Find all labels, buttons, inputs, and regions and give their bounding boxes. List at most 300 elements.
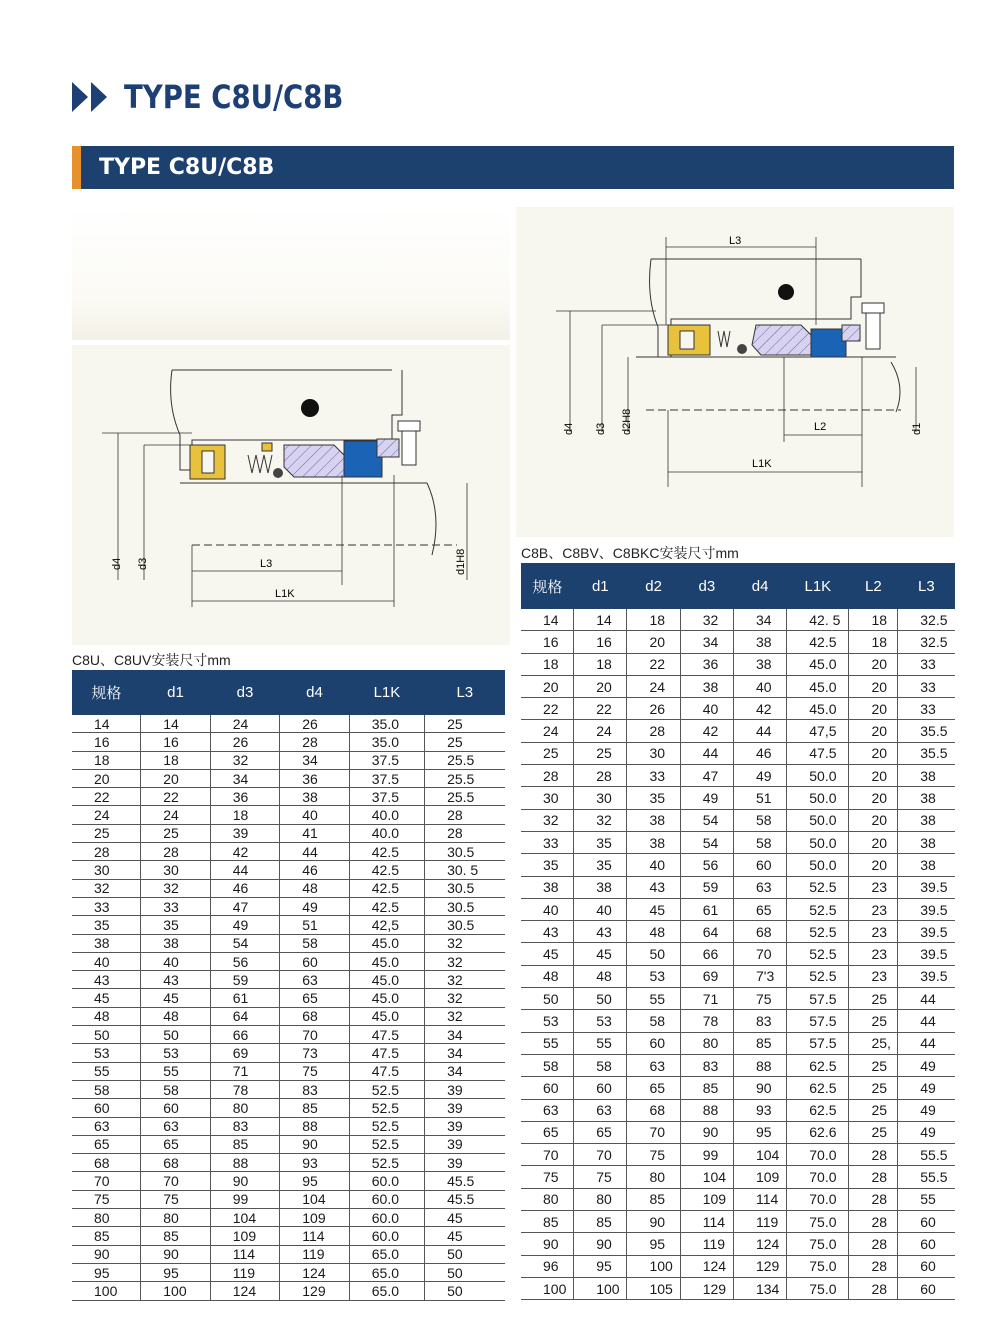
table-cell: 26 [280,715,350,733]
table-cell: 30.5 [425,916,505,934]
table-cell: 49 [898,1121,955,1143]
table-cell: 14 [574,609,627,631]
table-cell: 38 [72,934,141,952]
table-row [72,1209,505,1227]
table-cell: 38 [280,788,350,806]
column-header: 规格 [521,563,574,609]
table-cell: 85 [210,1135,280,1153]
label-d1: d1 [911,422,923,435]
table-cell: 25 [849,988,898,1010]
table-cell: 24 [521,720,574,742]
table-cell: 44 [898,1032,955,1054]
table-cell: 48 [521,965,574,987]
table-cell: 104 [733,1144,786,1166]
table-cell: 90 [574,1233,627,1255]
table-cell: 38 [898,765,955,787]
table-row [72,1263,505,1281]
table-cell: 75.0 [787,1277,849,1299]
table-cell: 25.5 [425,788,505,806]
table-cell: 50.0 [787,854,849,876]
table-cell: 28 [849,1277,898,1299]
table-cell: 20 [141,769,211,787]
table-cell: 20 [849,720,898,742]
table-cell: 39.5 [898,921,955,943]
table-cell: 75 [574,1166,627,1188]
table-cell: 68 [141,1154,211,1172]
table-cell: 40 [627,854,680,876]
table-cell: 69 [680,965,733,987]
table-cell: 71 [210,1062,280,1080]
table-cell: 49 [210,916,280,934]
column-header: d4 [733,563,786,609]
table-cell: 34 [425,1044,505,1062]
table-cell: 32 [521,809,574,831]
table-cell: 39 [425,1117,505,1135]
table-cell: 50 [72,1026,141,1044]
table-cell: 52.5 [349,1135,424,1153]
table-cell: 30 [627,742,680,764]
table-row [521,1188,955,1210]
table-cell: 28 [849,1255,898,1277]
table-cell: 30.5 [425,843,505,861]
label-d3: d3 [137,557,149,570]
table-cell: 90 [72,1245,141,1263]
table-cell: 36 [680,653,733,675]
table-cell: 55 [627,988,680,1010]
table-row [521,943,955,965]
table-cell: 45 [425,1209,505,1227]
table-cell: 22 [521,698,574,720]
table-cell: 52.5 [787,943,849,965]
table-cell: 60.0 [349,1190,424,1208]
table-cell: 58 [141,1080,211,1098]
table-cell: 52.5 [349,1117,424,1135]
double-chevron-icon [72,82,110,112]
table-row [521,1144,955,1166]
table-cell: 40 [521,898,574,920]
table-cell: 65 [280,989,350,1007]
table-cell: 58 [72,1080,141,1098]
table-cell: 44 [280,843,350,861]
table-cell: 18 [72,751,141,769]
table-row [72,1007,505,1025]
table-cell: 57.5 [787,988,849,1010]
table-cell: 32.5 [898,631,955,653]
table-cell: 68 [733,921,786,943]
label-l1k: L1K [752,458,772,470]
table-cell: 34 [425,1026,505,1044]
table-cell: 99 [210,1190,280,1208]
table-cell: 38 [898,831,955,853]
table-cell: 18 [849,631,898,653]
column-header: d3 [680,563,733,609]
table-row [72,1062,505,1080]
table-cell: 65 [521,1121,574,1143]
table-cell: 85 [280,1099,350,1117]
table-cell: 85 [733,1032,786,1054]
table-cell: 60 [627,1032,680,1054]
table-cell: 48 [280,879,350,897]
column-header: L3 [898,563,955,609]
table-cell: 53 [72,1044,141,1062]
table-cell: 20 [849,698,898,720]
table-cell: 47.5 [349,1026,424,1044]
table-cell: 70.0 [787,1188,849,1210]
table-cell: 28 [280,733,350,751]
table-cell: 26 [210,733,280,751]
table-cell: 50 [425,1263,505,1281]
table-row [521,831,955,853]
table-cell: 34 [425,1062,505,1080]
table-cell: 62.6 [787,1121,849,1143]
table-row [72,1282,505,1300]
table-cell: 119 [280,1245,350,1263]
table-cell: 80 [680,1032,733,1054]
table-cell: 60 [574,1077,627,1099]
table-cell: 42.5 [349,861,424,879]
table-cell: 45.0 [787,675,849,697]
table-cell: 45 [574,943,627,965]
table-cell: 25.5 [425,769,505,787]
table-cell: 38 [898,854,955,876]
table-cell: 59 [680,876,733,898]
table-cell: 18 [849,609,898,631]
table-cell: 45.0 [349,971,424,989]
table-cell: 51 [280,916,350,934]
table-cell: 40 [733,675,786,697]
table-cell: 50.0 [787,765,849,787]
table-cell: 24 [210,715,280,733]
table-cell: 20 [849,653,898,675]
table-cell: 14 [141,715,211,733]
table-cell: 100 [72,1282,141,1300]
table-cell: 129 [680,1277,733,1299]
table-cell: 53 [141,1044,211,1062]
table-cell: 38 [141,934,211,952]
table-cell: 45 [627,898,680,920]
table-cell: 95 [574,1255,627,1277]
table-cell: 60 [72,1099,141,1117]
table-cell: 24 [72,806,141,824]
table-cell: 50.0 [787,787,849,809]
table-cell: 45 [521,943,574,965]
table-cell: 60.0 [349,1227,424,1245]
table-cell: 124 [280,1263,350,1281]
table-cell: 20 [627,631,680,653]
table-cell: 119 [680,1233,733,1255]
table-cell: 58 [574,1054,627,1076]
table-cell: 109 [733,1166,786,1188]
table-cell: 62.5 [787,1077,849,1099]
table-cell: 52.5 [787,898,849,920]
table-cell: 7'3 [733,965,786,987]
table-row [72,861,505,879]
table-cell: 33 [72,897,141,915]
table-cell: 43 [627,876,680,898]
table-cell: 57.5 [787,1010,849,1032]
table-cell: 71 [680,988,733,1010]
table-cell: 104 [680,1166,733,1188]
c8b-dimension-table [521,563,955,1300]
table-row [521,653,955,675]
table-row [72,1227,505,1245]
table-cell: 39 [425,1135,505,1153]
table-cell: 100 [574,1277,627,1299]
table-cell: 38 [627,809,680,831]
column-header: L1K [349,670,424,715]
table-cell: 28 [425,824,505,842]
table-cell: 24 [141,806,211,824]
table-cell: 25 [574,742,627,764]
table-cell: 45.5 [425,1190,505,1208]
table-cell: 95 [141,1263,211,1281]
table-cell: 43 [72,971,141,989]
table-cell: 83 [210,1117,280,1135]
table-cell: 38 [680,675,733,697]
table-cell: 70 [521,1144,574,1166]
table-cell: 95 [733,1121,786,1143]
column-header: L2 [849,563,898,609]
table-cell: 44 [733,720,786,742]
column-header: d1 [574,563,627,609]
table-cell: 70 [627,1121,680,1143]
table-cell: 32 [425,952,505,970]
column-header: d2 [627,563,680,609]
table-cell: 44 [898,1010,955,1032]
table-cell: 52.5 [787,921,849,943]
table-cell: 63 [72,1117,141,1135]
table-cell: 52.5 [349,1080,424,1098]
table-cell: 80 [627,1166,680,1188]
table-cell: 70 [280,1026,350,1044]
table-cell: 18 [521,653,574,675]
table-cell: 90 [733,1077,786,1099]
table-row [521,1211,955,1233]
table-cell: 39.5 [898,965,955,987]
table-cell: 80 [141,1209,211,1227]
table-cell: 88 [210,1154,280,1172]
table-cell: 36 [210,788,280,806]
table-row [72,934,505,952]
table-row [72,824,505,842]
table-cell: 75 [733,988,786,1010]
table-row [521,1166,955,1188]
table-cell: 35.0 [349,733,424,751]
table-cell: 124 [210,1282,280,1300]
table-cell: 88 [733,1054,786,1076]
table-cell: 30 [72,861,141,879]
table-row [521,898,955,920]
table-cell: 134 [733,1277,786,1299]
table-row [72,989,505,1007]
table-cell: 63 [574,1099,627,1121]
table-row [72,1044,505,1062]
label-l1k: L1K [275,588,295,600]
table-row [72,715,505,733]
table-cell: 23 [849,921,898,943]
table-cell: 61 [210,989,280,1007]
table-cell: 60 [733,854,786,876]
table-cell: 53 [521,1010,574,1032]
table-cell: 32 [210,751,280,769]
table-cell: 73 [280,1044,350,1062]
table-cell: 18 [141,751,211,769]
table-cell: 114 [210,1245,280,1263]
table-cell: 58 [733,809,786,831]
table-cell: 55.5 [898,1144,955,1166]
table-cell: 53 [574,1010,627,1032]
table-cell: 65.0 [349,1245,424,1263]
table-row [72,843,505,861]
table-cell: 40 [141,952,211,970]
table-cell: 25 [849,1077,898,1099]
table-cell: 50 [425,1282,505,1300]
table-row [72,733,505,751]
table-cell: 129 [733,1255,786,1277]
c8u-dimension-table [72,670,505,1301]
c8b-drawing [516,207,954,537]
table-cell: 70.0 [787,1144,849,1166]
table-cell: 42 [680,720,733,742]
table-cell: 62.5 [787,1099,849,1121]
table-row [521,854,955,876]
table-cell: 63 [627,1054,680,1076]
table-cell: 58 [280,934,350,952]
blank-band [72,205,510,340]
table-row [521,609,955,631]
table-cell: 50.0 [787,809,849,831]
table-cell: 45 [72,989,141,1007]
table-cell: 52.5 [787,876,849,898]
table-cell: 30.5 [425,897,505,915]
table-cell: 69 [210,1044,280,1062]
table-cell: 39 [425,1099,505,1117]
diagram-c8u [72,345,510,645]
table-cell: 28 [849,1188,898,1210]
table-cell: 119 [210,1263,280,1281]
table-cell: 75.0 [787,1233,849,1255]
table-cell: 90 [521,1233,574,1255]
table-cell: 48 [72,1007,141,1025]
table-cell: 37.5 [349,751,424,769]
table-row [72,1190,505,1208]
table-cell: 55 [521,1032,574,1054]
table-cell: 56 [680,854,733,876]
table-cell: 16 [72,733,141,751]
banner-title: TYPE C8U/C8B [99,155,275,180]
table-cell: 80 [210,1099,280,1117]
table-cell: 35 [574,831,627,853]
table-cell: 93 [733,1099,786,1121]
table-cell: 56 [210,952,280,970]
table-cell: 100 [521,1277,574,1299]
table-cell: 60.0 [349,1209,424,1227]
table-cell: 38 [898,787,955,809]
table-cell: 23 [849,943,898,965]
table-cell: 30. 5 [425,861,505,879]
table-cell: 95 [72,1263,141,1281]
table-cell: 80 [574,1188,627,1210]
table-cell: 68 [627,1099,680,1121]
table-cell: 25 [849,1099,898,1121]
table-row [72,751,505,769]
table-cell: 50 [141,1026,211,1044]
table-row [521,1121,955,1143]
table-cell: 60 [898,1211,955,1233]
table-cell: 60 [280,952,350,970]
table-cell: 60 [898,1277,955,1299]
table-cell: 42.5 [349,897,424,915]
table-cell: 49 [898,1099,955,1121]
table-cell: 35.5 [898,720,955,742]
banner-accent [72,146,81,189]
table-row [521,965,955,987]
table-cell: 20 [849,765,898,787]
table-cell: 42 [210,843,280,861]
table-cell: 39.5 [898,898,955,920]
table-cell: 83 [280,1080,350,1098]
table-cell: 44 [898,988,955,1010]
label-d4: d4 [111,557,123,570]
table-cell: 35 [521,854,574,876]
table-cell: 30 [574,787,627,809]
table-cell: 26 [627,698,680,720]
table-cell: 55 [72,1062,141,1080]
table-cell: 64 [680,921,733,943]
table-row [521,1032,955,1054]
table-cell: 47.5 [349,1044,424,1062]
table-cell: 65 [574,1121,627,1143]
table-cell: 90 [141,1245,211,1263]
table-cell: 85 [521,1211,574,1233]
table-cell: 114 [280,1227,350,1245]
table-cell: 45.0 [349,952,424,970]
table-cell: 34 [733,609,786,631]
table-cell: 80 [72,1209,141,1227]
table-cell: 47,5 [787,720,849,742]
table-cell: 40.0 [349,824,424,842]
table-cell: 109 [280,1209,350,1227]
table-cell: 40 [680,698,733,720]
table-cell: 109 [210,1227,280,1245]
table-cell: 44 [210,861,280,879]
table-cell: 38 [733,631,786,653]
table-cell: 46 [733,742,786,764]
table-row [72,971,505,989]
table-cell: 65 [733,898,786,920]
table-row [72,1135,505,1153]
table-cell: 63 [280,971,350,989]
table-cell: 88 [280,1117,350,1135]
table-cell: 48 [141,1007,211,1025]
table-cell: 32 [425,934,505,952]
table-cell: 38 [733,653,786,675]
table-cell: 58 [521,1054,574,1076]
table-cell: 65 [627,1077,680,1099]
table-cell: 45.5 [425,1172,505,1190]
table-cell: 25 [849,1010,898,1032]
table-cell: 43 [141,971,211,989]
table-cell: 43 [574,921,627,943]
table-cell: 39.5 [898,876,955,898]
table-row [521,921,955,943]
table-cell: 47.5 [787,742,849,764]
table-cell: 32 [425,971,505,989]
table-row [521,1010,955,1032]
table-cell: 38 [627,831,680,853]
label-d4: d4 [563,422,575,435]
table-cell: 35 [627,787,680,809]
